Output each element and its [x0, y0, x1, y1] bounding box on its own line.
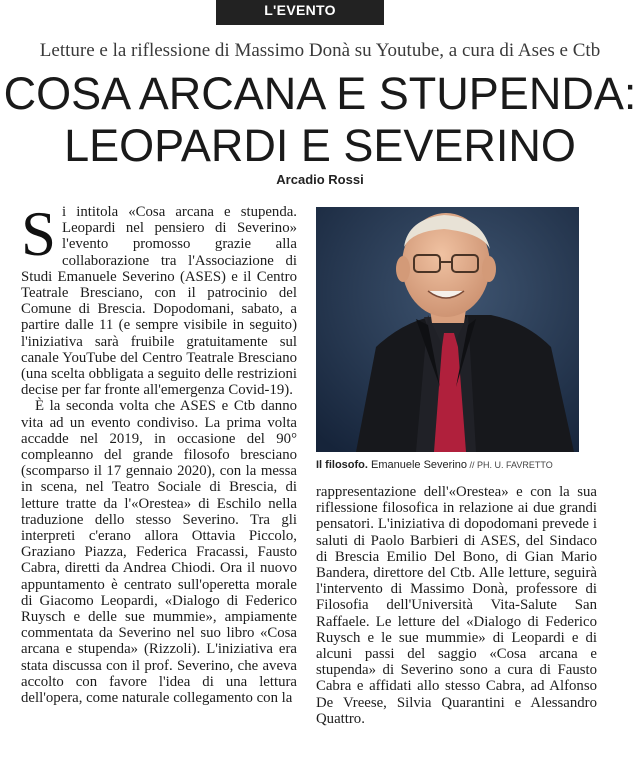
- article-column-1: [21, 199, 297, 707]
- article-column-2: [316, 484, 597, 727]
- paragraph-1-text: i intitola «Cosa arcana e stupenda. Leopardi nel pensiero di Severino» l'evento promosso grazie alla collaborazione tra l'Associazione di Studi Emanuele Severino (ASES) e il Centro Teatrale Bresciano, con il patrocinio del Comune di Brescia. Dopodomani, sabato, a partire dalle 11 (e sempre visibile in seguito) l'iniziativa sarà fruibile gratuitamente sul canale YouTube del Centro Teatrale Bresciano (una scelta obbligata a seguito delle restrizioni decise per far fronte all'emergenza Covid-19).: [21, 204, 297, 399]
- photo-credit: // PH. U. FAVRETTO: [467, 460, 553, 470]
- drop-cap: S: [21, 199, 57, 269]
- article-paragraph-2: È la seconda volta che ASES e Ctb danno vita ad un evento condiviso. La prima volta accadde nel 2019, in occasione del 90° compleanno del grande filosofo bresciano (scomparso il 17 gennaio 2020), con la messa in scena, nel Teatro Sociale di Brescia, di letture tratte da l'«Orestea» di Eschilo nella traduzione dello stesso Severino. Tra gli interpreti c'erano allora Ottavia Piccolo, Graziano Piazza, Federica Fracassi, Fausto Cabra, diretti da Andrea Chiodi. Ora il nuovo appuntamento è centrato sull'operetta morale di Giacomo Leopardi, «Dialogo di Federico Ruysch e delle sue mummie», ampiamente commentata da Severino nel suo libro «Cosa arcana e stupenda» (Rizzoli). L'iniziativa era stata discussa con il prof. Severino, che aveva accolto con favore l'idea di una lettura dell'opera, come naturale collegamento con la: [21, 398, 297, 707]
- article-author: Arcadio Rossi: [276, 172, 364, 187]
- article-paragraph-3: rappresentazione dell'«Orestea» e con la sua riflessione filosofica in relazione ai due grandi pensatori. L'iniziativa di dopodomani prevede i saluti di Paolo Barbieri di ASES, del Sindaco di Brescia Emilio Del Bono, di Gian Mario Bandera, direttore del Ctb. Alle letture, seguirà l'intervento di Massimo Donà, professore di Filosofia dell'Università Vita-Salute San Raffaele. Le letture del «Dialogo di Federico Ruysch e le sue mummie» di Leopardi e di alcuni passi del saggio «Cosa arcana e stupenda» di Severino sono a cura di Fausto Cabra e affidati allo stesso Cabra, ad Alfonso De Vreese, Silvia Quarantini e Alessandro Quattro.: [316, 484, 597, 727]
- severino-photo: [316, 207, 579, 452]
- article-paragraph-1: [21, 199, 297, 399]
- article-subtitle: Letture e la riflessione di Massimo Donà su Youtube, a cura di Ases e Ctb: [39, 40, 601, 61]
- headline-line-2: LEOPARDI E SEVERINO: [64, 120, 576, 171]
- caption-text: Emanuele Severino: [367, 459, 468, 471]
- article-headline: [0, 68, 640, 172]
- caption-bold: Il filosofo.: [316, 459, 368, 471]
- section-tag: L'EVENTO: [216, 0, 384, 25]
- photo-caption: [316, 459, 616, 471]
- headline-line-1: COSA ARCANA E STUPENDA:: [3, 68, 637, 119]
